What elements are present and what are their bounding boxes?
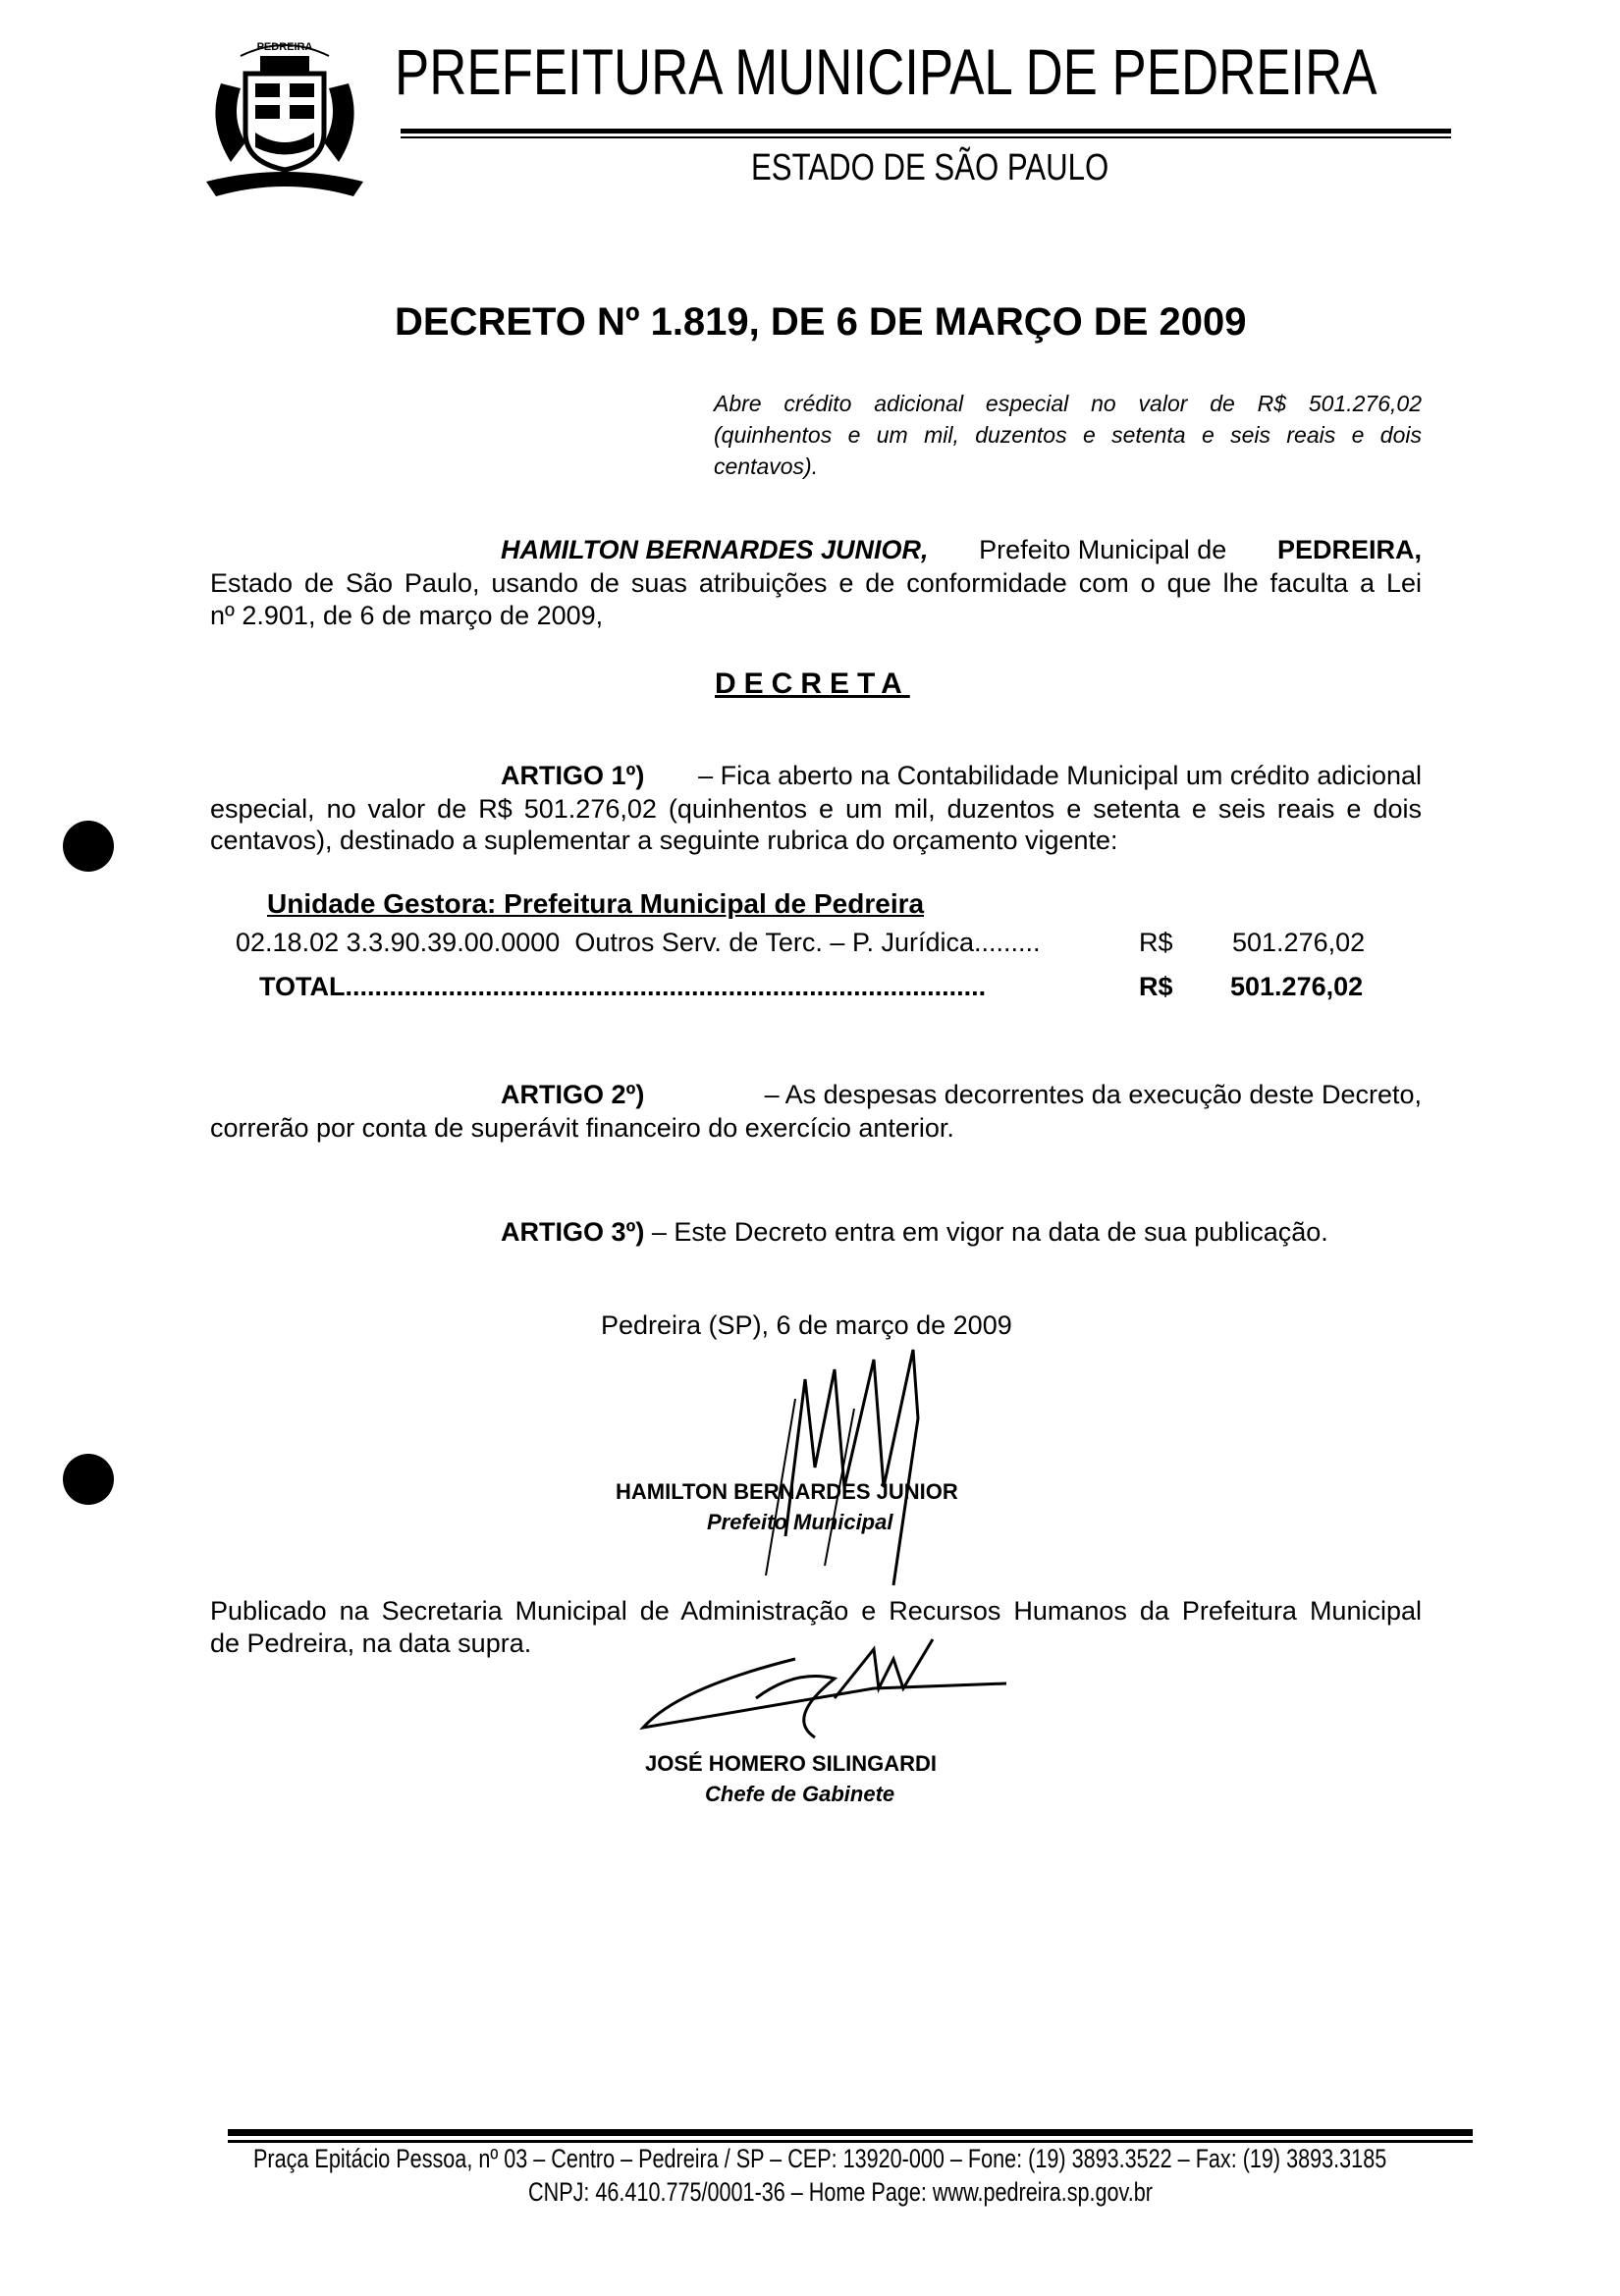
footer-contact: CNPJ: 46.410.775/0001-36 – Home Page: www.pedreira.sp.gov.br [528, 2177, 1153, 2207]
municipal-coat-of-arms-logo [201, 34, 368, 201]
publication-line1: Publicado na Secretaria Municipal de Administração e Recursos Humanos da Prefeitura Municipal [210, 1596, 1422, 1626]
row-description: Outros Serv. de Terc. – P. Jurídica......... [574, 928, 1041, 957]
artigo3-text: – Este Decreto entra em vigor na data de sua publicação. [651, 1217, 1328, 1247]
table-row [236, 928, 1041, 958]
summary-line: (quinhentos e um mil, duzentos e setenta e seis reais e dois [714, 422, 1422, 448]
artigo1-line2: especial, no valor de R$ 501.276,02 (quinhentos e um mil, duzentos e setenta e seis reais e dois [210, 794, 1422, 824]
artigo1-text: – Fica aberto na Contabilidade Municipal um crédito adicional [698, 761, 1422, 790]
artigo3 [501, 1217, 1328, 1248]
svg-text:PEDREIRA: PEDREIRA [256, 41, 313, 53]
row-value: 501.276,02 [1232, 928, 1366, 957]
artigo2-label: ARTIGO 2º) [501, 1080, 645, 1109]
header-rule-thin [401, 136, 1451, 138]
publication-line2: de Pedreira, na data supra. [210, 1629, 532, 1658]
place-date: Pedreira (SP), 6 de março de 2009 [601, 1310, 1012, 1340]
total-value: 501.276,02 [1230, 972, 1364, 1001]
row-currency: R$ [1139, 928, 1173, 957]
preamble-line2: Estado de São Paulo, usando de suas atribuições e de conformidade com o que lhe faculta a Lei [210, 568, 1422, 598]
signer1-role: Prefeito Municipal [707, 1510, 893, 1534]
total-label: TOTAL....................................................................................... [259, 972, 987, 1001]
artigo1-line1 [501, 761, 1422, 791]
preamble-text: Prefeito Municipal de [979, 535, 1227, 564]
table-heading: Unidade Gestora: Prefeitura Municipal de Pedreira [267, 888, 925, 919]
preamble-line3: nº 2.901, de 6 de março de 2009, [210, 601, 604, 630]
chief-signature [638, 1629, 1011, 1747]
artigo2-line2: correrão por conta de superávit financeiro do exercício anterior. [210, 1113, 954, 1143]
summary-line: centavos). [714, 454, 819, 479]
header-rule [401, 129, 1451, 133]
header-title: PREFEITURA MUNICIPAL DE PEDREIRA [395, 35, 1377, 108]
total-currency: R$ [1139, 972, 1173, 1001]
artigo1-line3: centavos), destinado a suplementar a seguinte rubrica do orçamento vigente: [210, 826, 1118, 855]
header-subtitle: ESTADO DE SÃO PAULO [751, 147, 1109, 188]
artigo2-text: – As despesas decorrentes da execução deste Decreto, [764, 1080, 1422, 1109]
artigo2-line1 [501, 1080, 1422, 1110]
signer2-role: Chefe de Gabinete [705, 1782, 895, 1806]
signer1-name: HAMILTON BERNARDES JUNIOR [616, 1479, 958, 1504]
row-code: 02.18.02 3.3.90.39.00.0000 [236, 928, 561, 957]
footer-rule [228, 2129, 1473, 2136]
footer-address: Praça Epitácio Pessoa, nº 03 – Centro – Pedreira / SP – CEP: 13920-000 – Fone: (19) 3893.3522 – Fax: (19) 3893.3185 [253, 2144, 1387, 2173]
decree-summary [714, 388, 1422, 482]
punch-hole [63, 821, 114, 872]
signer2-name: JOSÉ HOMERO SILINGARDI [645, 1751, 938, 1776]
artigo1-label: ARTIGO 1º) [501, 761, 645, 790]
mayor-name: HAMILTON BERNARDES JUNIOR, [501, 535, 929, 564]
summary-line: Abre crédito adicional especial no valor de R$ 501.276,02 [714, 391, 1422, 416]
mayor-signature [727, 1340, 952, 1595]
punch-hole [63, 1454, 114, 1505]
decreta-heading: DECRETA [715, 667, 910, 700]
artigo3-label: ARTIGO 3º) [501, 1217, 645, 1247]
decree-title: DECRETO Nº 1.819, DE 6 DE MARÇO DE 2009 [395, 300, 1247, 344]
preamble-line1 [501, 535, 1422, 565]
footer-rule-thin [228, 2140, 1473, 2143]
city-name: PEDREIRA, [1276, 535, 1422, 564]
